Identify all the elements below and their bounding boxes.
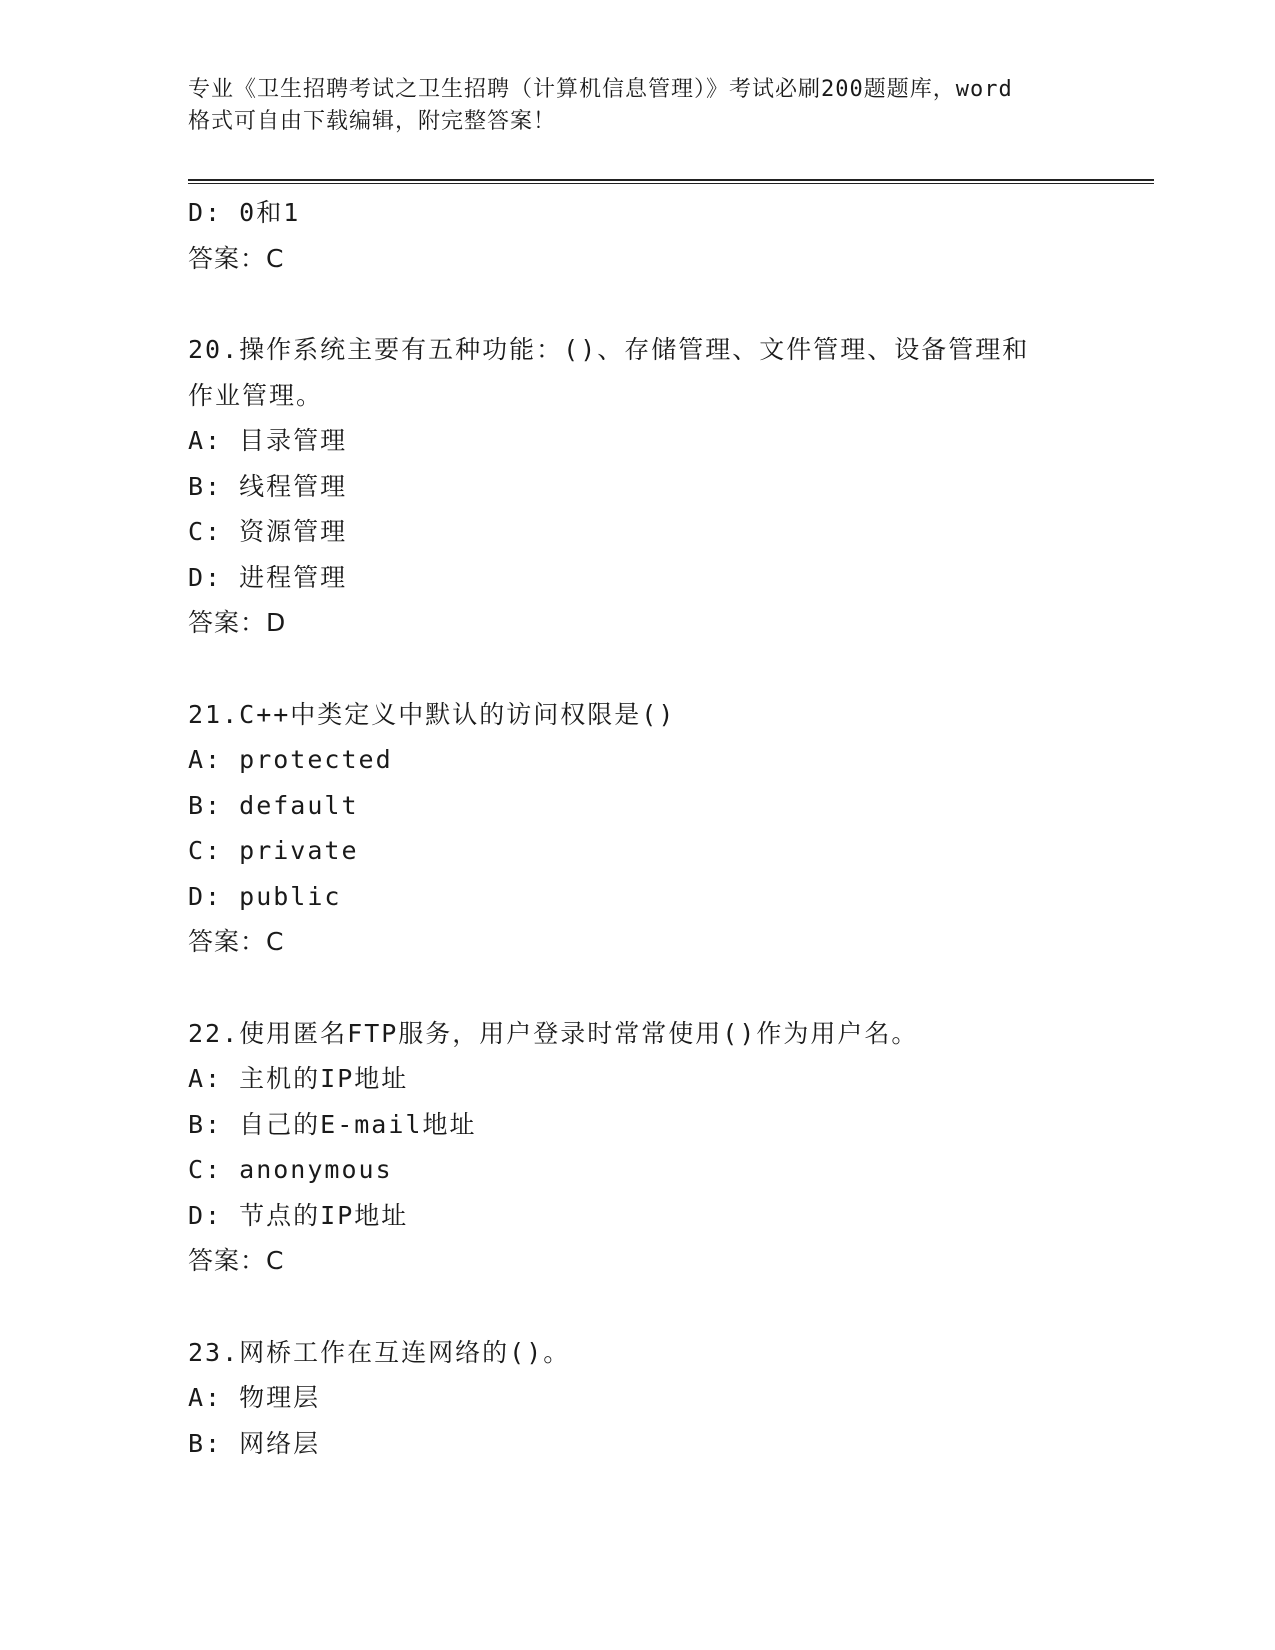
question-20: [188, 327, 1148, 646]
question-19-tail: [188, 190, 1148, 281]
option-a: A: 目录管理: [188, 426, 348, 455]
question-gap: [188, 1284, 1148, 1330]
question-gap: [188, 281, 1148, 327]
question-21: [188, 692, 1148, 965]
option-b: B: default: [188, 790, 359, 820]
question-stem: 22.使用匿名FTP服务，用户登录时常常使用()作为用户名。: [188, 1018, 919, 1048]
option-a: A: 物理层: [188, 1383, 321, 1412]
option-b: B: 网络层: [188, 1428, 321, 1458]
option-d: D: 0和1: [188, 198, 301, 227]
question-gap: [188, 646, 1148, 692]
option-c: C: anonymous: [188, 1155, 393, 1184]
option-d: D: 节点的IP地址: [188, 1200, 409, 1230]
header-divider-thick: [188, 179, 1154, 181]
answer-line: 答案：C: [188, 1246, 285, 1275]
option-a: A: 主机的IP地址: [188, 1064, 409, 1093]
option-b: B: 线程管理: [188, 471, 348, 501]
header-title-line-2: 格式可自由下载编辑，附完整答案！: [188, 109, 557, 134]
option-c: C: 资源管理: [188, 517, 348, 546]
question-stem: 23.网桥工作在互连网络的()。: [188, 1337, 571, 1367]
question-22: [188, 1011, 1148, 1284]
option-d: D: 进程管理: [188, 562, 348, 592]
question-gap: [188, 965, 1148, 1011]
document-header: [188, 74, 1088, 138]
header-divider-thin: [188, 183, 1154, 184]
question-stem-continued: 作业管理。: [188, 380, 324, 410]
answer-line: 答案：D: [188, 608, 287, 637]
header-title-line-1: 专业《卫生招聘考试之卫生招聘（计算机信息管理）》考试必刷200题题库，word: [188, 77, 1013, 102]
document-body: [188, 190, 1148, 1466]
answer-line: 答案：C: [188, 927, 285, 956]
option-d: D: public: [188, 881, 342, 911]
option-a: A: protected: [188, 745, 393, 774]
question-stem: 21.C++中类定义中默认的访问权限是(): [188, 699, 676, 729]
question-stem: 20.操作系统主要有五种功能：()、存储管理、文件管理、设备管理和: [188, 335, 1030, 364]
question-23: [188, 1330, 1148, 1467]
option-b: B: 自己的E-mail地址: [188, 1109, 477, 1139]
answer-line: 答案：C: [188, 243, 285, 273]
option-c: C: private: [188, 836, 359, 865]
